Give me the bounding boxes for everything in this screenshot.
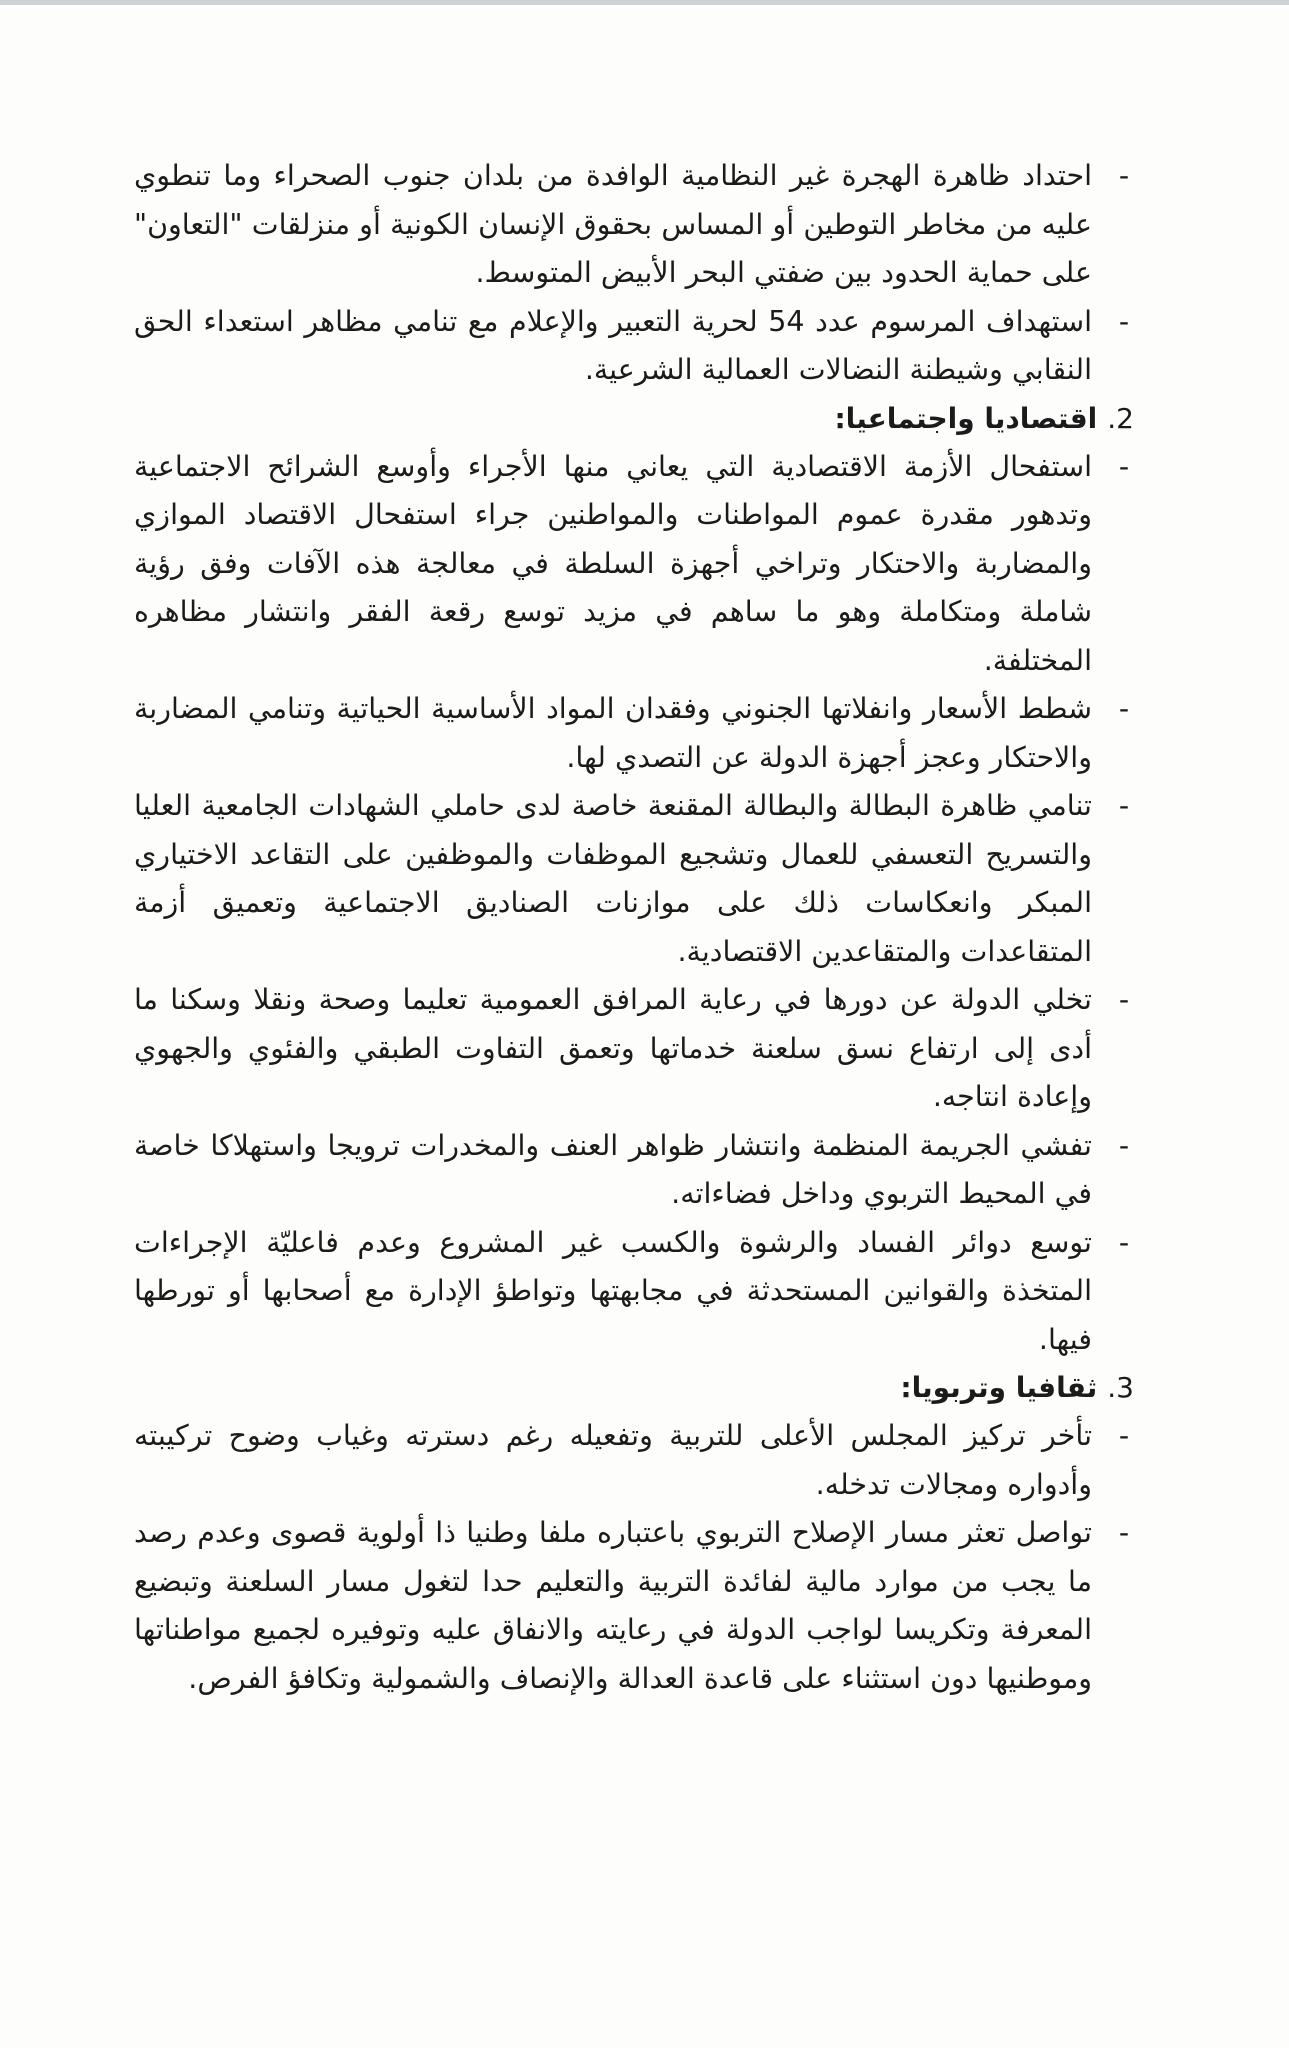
bullet-dash: -: [1118, 1419, 1130, 1452]
bullet-dash: -: [1118, 1516, 1130, 1549]
list-item: [134, 1122, 1134, 1219]
section-heading-economic-social: [134, 395, 1134, 443]
bullet-dash: -: [1118, 983, 1130, 1016]
list-item-text: تنامي ظاهرة البطالة والبطالة المقنعة خاصة لدى حاملي الشهادات الجامعية العليا والتسريح التعسفي للعمال وتشجيع الموظفات والموظفين على التقاعد الاختياري المبكر وانعكاسات ذلك على موازنات الصناديق الاجتماعية وتعميق أزمة المتقاعدات والمتقاعدين الاقتصادية.: [134, 789, 1092, 968]
bullet-dash: -: [1118, 159, 1130, 192]
section-title: اقتصاديا واجتماعيا:: [834, 401, 1098, 435]
document-body: [134, 152, 1134, 1703]
list-item: [134, 1219, 1134, 1365]
list-item-text: احتداد ظاهرة الهجرة غير النظامية الوافدة من بلدان جنوب الصحراء وما تنطوي عليه من مخاطر التوطين أو المساس بحقوق الإنسان الكونية أو منزلقات "التعاون" على حماية الحدود بين ضفتي البحر الأبيض المتوسط.: [134, 159, 1092, 289]
list-item: [134, 976, 1134, 1122]
list-item: [134, 298, 1134, 395]
section-title: ثقافيا وتربويا:: [900, 1371, 1098, 1404]
list-item-text: تواصل تعثر مسار الإصلاح التربوي باعتباره ملفا وطنيا ذا أولوية قصوى وعدم رصد ما يجب من موارد مالية لفائدة التربية والتعليم حدا لتغول مسار السلعنة وتبضيع المعرفة وتكريسا لواجب الدولة في رعايته والانفاق عليه وتوفيره لجميع مواطناتها وموطنيها دون استثناء على قاعدة العدالة والإنصاف والشمولية وتكافؤ الفرص.: [134, 1516, 1092, 1695]
bullet-dash: -: [1118, 304, 1130, 338]
list-item-text: تفشي الجريمة المنظمة وانتشار ظواهر العنف والمخدرات ترويجا واستهلاكا خاصة في المحيط التربوي وداخل فضاءاته.: [134, 1128, 1092, 1210]
bullet-dash: -: [1118, 1225, 1130, 1259]
list-item: [134, 1412, 1134, 1509]
section-number: 3.: [1107, 1371, 1134, 1404]
bullet-dash: -: [1118, 449, 1130, 483]
section-number: 2.: [1107, 401, 1134, 435]
list-item: [134, 685, 1134, 782]
list-item: [134, 782, 1134, 976]
list-item: [134, 443, 1134, 686]
bullet-dash: -: [1118, 789, 1130, 822]
list-item-text: استفحال الأزمة الاقتصادية التي يعاني منها الأجراء وأوسع الشرائح الاجتماعية وتدهور مقدرة عموم المواطنات والمواطنين جراء استفحال الاقتصاد الموازي والمضاربة والاحتكار وتراخي أجهزة السلطة في معالجة هذه الآفات وفق رؤية شاملة ومتكاملة وهو ما ساهم في مزيد توسع رقعة الفقر وانتشار مظاهره المختلفة.: [134, 449, 1092, 677]
list-item-text: استهداف المرسوم عدد 54 لحرية التعبير والإعلام مع تنامي مظاهر استعداء الحق النقابي وشيطنة النضالات العمالية الشرعية.: [134, 304, 1092, 386]
list-item: [134, 152, 1134, 298]
list-item-text: تأخر تركيز المجلس الأعلى للتربية وتفعيله رغم دسترته وغياب وضوح تركيبته وأدواره ومجالات تدخله.: [134, 1419, 1092, 1501]
list-item-text: توسع دوائر الفساد والرشوة والكسب غير المشروع وعدم فاعليّة الإجراءات المتخذة والقوانين المستحدثة في مجابهتها وتواطؤ الإدارة مع أصحابها أو تورطها فيها.: [134, 1225, 1092, 1356]
list-item-text: شطط الأسعار وانفلاتها الجنوني وفقدان المواد الأساسية الحياتية وتنامي المضاربة والاحتكار وعجز أجهزة الدولة عن التصدي لها.: [134, 692, 1092, 774]
section-heading-cultural-educational: [134, 1364, 1134, 1412]
bullet-dash: -: [1118, 1128, 1130, 1162]
list-item: [134, 1509, 1134, 1703]
scan-top-edge: [0, 0, 1289, 5]
list-item-text: تخلي الدولة عن دورها في رعاية المرافق العمومية تعليما وصحة ونقلا وسكنا ما أدى إلى ارتفاع نسق سلعنة خدماتها وتعمق التفاوت الطبقي والفئوي والجهوي وإعادة انتاجه.: [134, 983, 1092, 1113]
bullet-dash: -: [1118, 692, 1130, 725]
